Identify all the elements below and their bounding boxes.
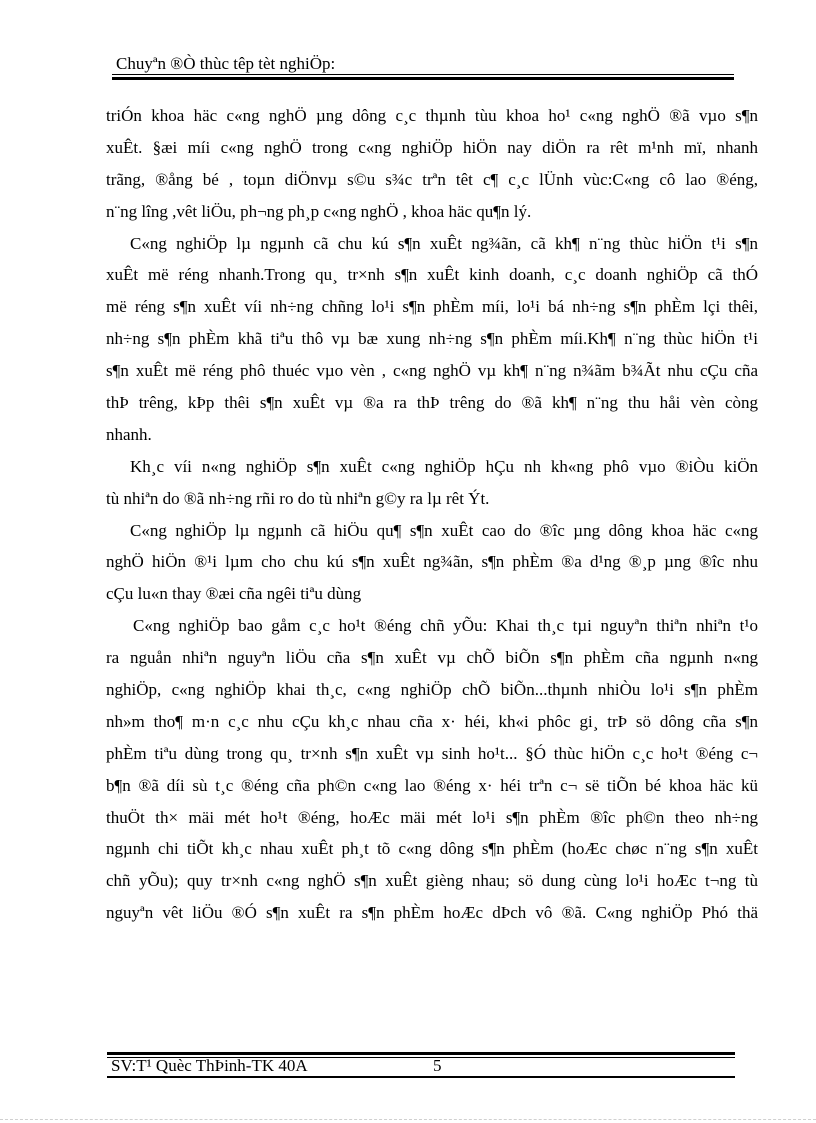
body-line: nguyªn vêt liÖu ®Ó s¶n xuÊt ra s¶n phÈm hoÆc dÞch vô ®ã. C«ng nghiÖp Phó thä bbox=[106, 903, 758, 923]
footer-author: SV:T¹ Quèc ThÞinh-TK 40A bbox=[111, 1056, 308, 1075]
body-line: phÈm tiªu dùng trong qu¸ tr×nh s¶n xuÊt vµ sinh ho¹t... §Ó thùc hiÖn c¸c ho¹t ®éng c¬ bbox=[106, 743, 758, 763]
page-number: 5 bbox=[433, 1056, 442, 1075]
body-line: xuÊt. §æi míi c«ng nghÖ trong c«ng nghiÖp hiÖn nay diÖn ra rêt m¹nh mï, nhanh bbox=[106, 137, 758, 157]
body-line: thÞ trêng, kÞp thêi s¶n xuÊt vµ ®a ra thÞ trêng do ®ã kh¶ n¨ng thu håi vèn còng bbox=[106, 393, 758, 413]
body-line: n¨ng lîng ,vêt liÖu, ph¬ng ph¸p c«ng nghÖ , khoa häc qu¶n lý. bbox=[106, 201, 532, 221]
body-line: ngµnh chi tiÕt kh¸c nhau xuÊt ph¸t tõ c«ng dông s¶n phÈm (hoÆc chøc n¨ng s¶n xuÊt bbox=[106, 839, 758, 859]
body-line: b¶n ®ã díi sù t¸c ®éng cña ph©n c«ng lao ®éng x· héi trªn c¬ së tiÕn bé khoa häc kü bbox=[106, 775, 758, 795]
body-line: chñ yÕu); quy tr×nh c«ng nghÖ s¶n xuÊt gièng nhau; sö dung cùng lo¹i hoÆc t¬ng tù bbox=[106, 871, 758, 891]
body-line: nghÖ hiÖn ®¹i lµm cho chu kú s¶n xuÊt ng¾ãn, s¶n phÈm ®a d¹ng ®¸p µng ®îc nhu bbox=[106, 552, 758, 572]
body-line: nhanh. bbox=[106, 424, 152, 444]
body-line: xuÊt më réng nhanh.Trong qu¸ tr×nh s¶n xuÊt kinh doanh, c¸c doanh nghiÖp cã thÓ bbox=[106, 265, 758, 285]
body-line: Kh¸c víi n«ng nghiÖp s¶n xuÊt c«ng nghiÖp hÇu nh kh«ng phô vµo ®iÒu kiÖn bbox=[130, 456, 758, 476]
body-line: cÇu lu«n thay ®æi cña ngêi tiªu dùng bbox=[106, 584, 362, 604]
body-line: s¶n xuÊt më réng phô thuéc vµo vèn , c«ng nghÖ vµ kh¶ n¨ng n¾ãm b¾Ãt nhu cÇu cña bbox=[106, 361, 758, 381]
body-line: C«ng nghiÖp bao gåm c¸c ho¹t ®éng chñ yÕu: Khai th¸c tµi nguyªn thiªn nhiªn t¹o bbox=[133, 616, 758, 636]
footer-underline bbox=[107, 1076, 735, 1078]
body-line: C«ng nghiÖp lµ ngµnh cã hiÖu qu¶ s¶n xuÊt cao do ®îc µng dông khoa häc c«ng bbox=[130, 520, 758, 540]
body-line: trãng, ®ång bé , toµn diÖnvµ s©u s¾c trªn têt c¶ c¸c lÜnh vùc:C«ng cô lao ®éng, bbox=[106, 169, 758, 189]
body-line: C«ng nghiÖp lµ ngµnh cã chu kú s¶n xuÊt ng¾ãn, cã kh¶ n¨ng thùc hiÖn t¹i s¶n bbox=[130, 233, 758, 253]
body-line: nh÷ng s¶n phÈm khã tiªu thô vµ bæ xung nh÷ng s¶n phÈm míi.Kh¶ n¨ng thùc hiÖn t¹i bbox=[106, 329, 758, 349]
body-line: ra nguån nhiªn nguyªn liÖu cña s¶n xuÊt vµ chÕ biÕn s¶n phÈm cña ngµnh n«ng bbox=[106, 648, 758, 668]
body-line: nghiÖp, c«ng nghiÖp khai th¸c, c«ng nghiÖp chÕ biÕn...thµnh nhiÒu lo¹i s¶n phÈm bbox=[106, 680, 758, 700]
body-text bbox=[106, 100, 758, 929]
body-line: tù nhiªn do ®ã nh÷ng rñi ro do tù nhiªn g©y ra lµ rêt Ýt. bbox=[106, 488, 490, 508]
body-line: thuÖt th× mäi mét ho¹t ®éng, hoÆc mäi mét lo¹i s¶n phÈm ®îc ph©n theo nh÷ng bbox=[106, 807, 758, 827]
footer-rule-thick bbox=[107, 1052, 735, 1055]
body-line: më réng s¶n xuÊt víi nh÷ng chñng lo¹i s¶n phÈm míi, lo¹i bá nh÷ng s¶n phÈm lçi thêi, bbox=[106, 297, 758, 317]
body-line: nh»m tho¶ m·n c¸c nhu cÇu kh¸c nhau cña x· héi, kh«i phôc gi¸ trÞ sö dông cña s¶n bbox=[106, 711, 758, 731]
page-header bbox=[112, 52, 734, 76]
body-line: triÓn khoa häc c«ng nghÖ µng dông c¸c thµnh tùu khoa ho¹ c«ng nghÖ ®ã vµo s¶n bbox=[106, 106, 758, 125]
page-edge-divider bbox=[0, 1119, 816, 1120]
header-rule-thick bbox=[112, 77, 734, 80]
header-title: Chuyªn ®Ò thùc têp tèt nghiÖp: bbox=[116, 54, 336, 73]
header-rule bbox=[112, 74, 734, 75]
page-footer bbox=[107, 1052, 735, 1078]
